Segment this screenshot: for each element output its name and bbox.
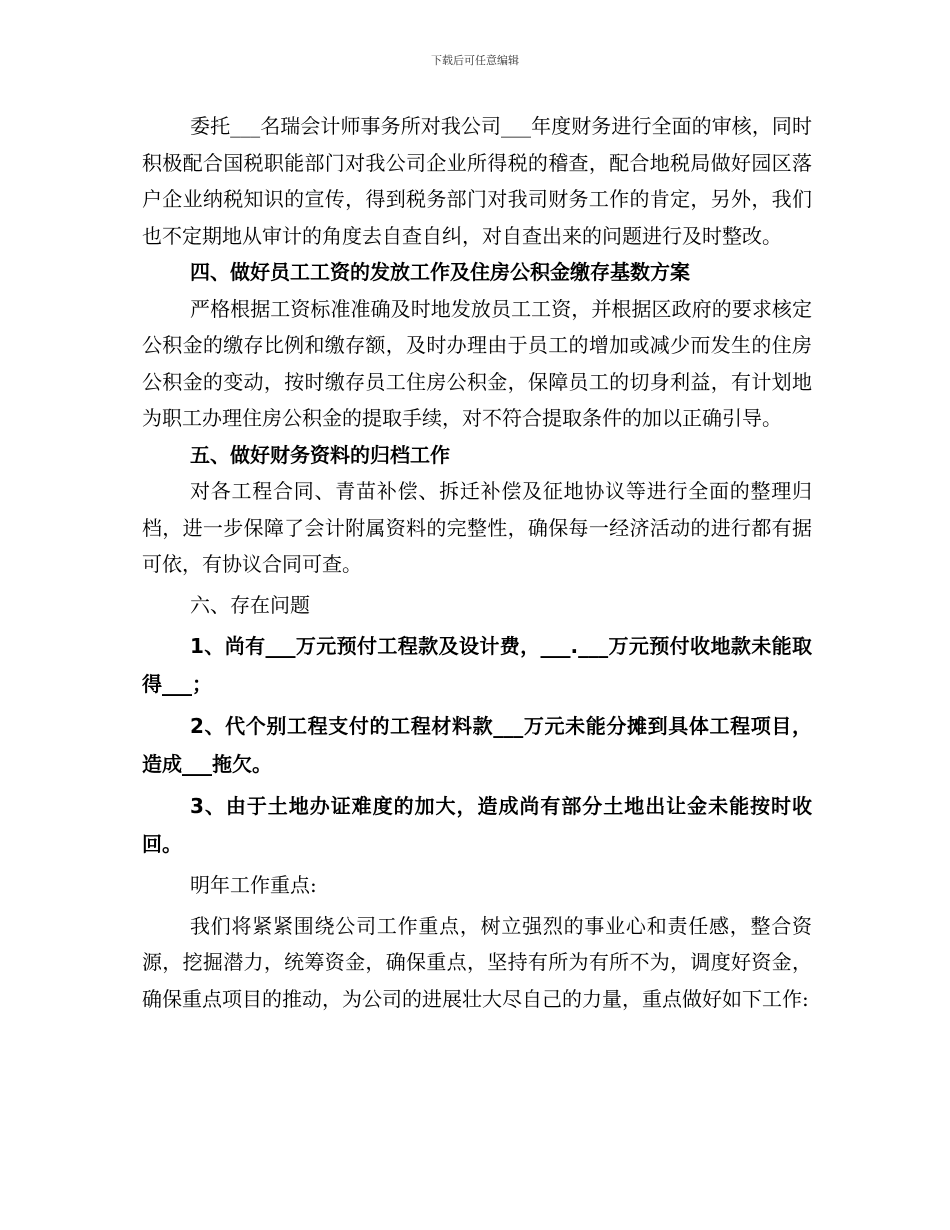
paragraph-audit: 委托___名瑞会计师事务所对我公司___年度财务进行全面的审核，同时积极配合国税职能部门对我公司企业所得税的稽查，配合地税局做好园区落户企业纳税知识的宣传，得到税务部门对我司财务工作的肯定，另外，我们也不定期地从审计的角度去自查自纠，对自查出来的问题进行及时整改。 (142, 114, 812, 248)
issue-item-2: 2、代个别工程支付的工程材料款___万元未能分摊到具体工程项目，造成___拖欠。 (142, 714, 812, 776)
section-heading-6: 六、存在问题 (190, 592, 310, 617)
section-heading-4: 四、做好员工工资的发放工作及住房公积金缴存基数方案 (190, 260, 690, 284)
issue-item-1: 1、尚有___万元预付工程款及设计费，___.___万元预付收地款未能取得___； (142, 634, 812, 696)
issue-item-3: 3、由于土地办证难度的加大，造成尚有部分土地出让金未能按时收回。 (142, 794, 812, 856)
page-header: 下载后可任意编辑 (431, 54, 519, 67)
document-body (142, 108, 812, 1017)
section-heading-5: 五、做好财务资料的归档工作 (190, 442, 450, 467)
paragraph-archive: 对各工程合同、青苗补偿、拆迁补偿及征地协议等进行全面的整理归档，进一步保障了会计附属资料的完整性，确保每一经济活动的进行都有据可依，有协议合同可查。 (142, 479, 812, 576)
paragraph-next-year: 我们将紧紧围绕公司工作重点，树立强烈的事业心和责任感，整合资源，挖掘潜力，统筹资金，确保重点，坚持有所为有所不为，调度好资金，确保重点项目的推动，为公司的进展壮大尽自己的力量，重点做好如下工作: (142, 913, 812, 1011)
paragraph-salary: 严格根据工资标准准确及时地发放员工工资，并根据区政府的要求核定公积金的缴存比例和缴存额，及时办理由于员工的增加或减少而发生的住房公积金的变动，按时缴存员工住房公积金，保障员工的切身利益，有计划地为职工办理住房公积金的提取手续，对不符合提取条件的加以正确引导。 (142, 296, 812, 430)
next-year-heading: 明年工作重点: (190, 873, 317, 897)
